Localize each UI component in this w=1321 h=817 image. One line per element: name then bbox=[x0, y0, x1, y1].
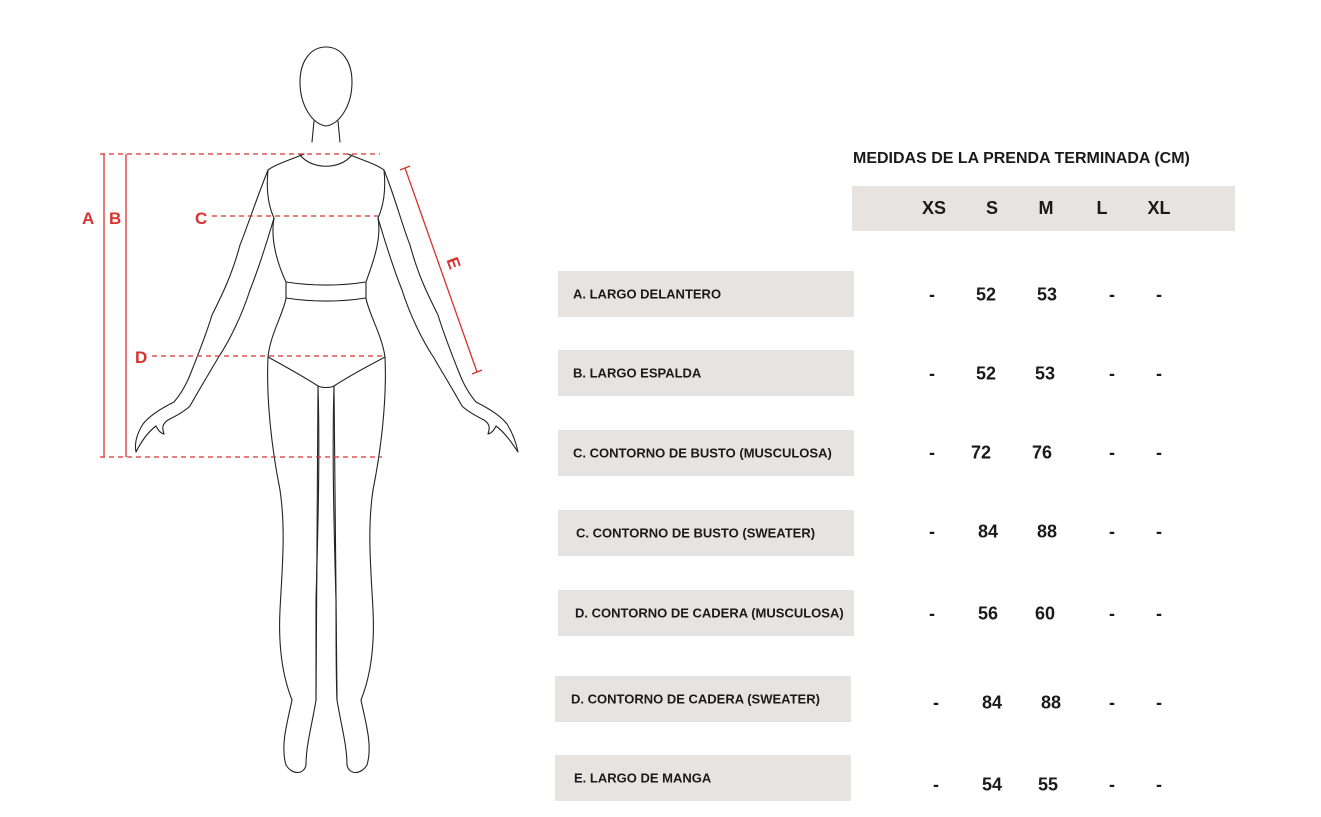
measurement-label: D. CONTORNO DE CADERA (SWEATER) bbox=[571, 691, 820, 707]
figure-label-a: A bbox=[82, 209, 95, 228]
value-cell: - bbox=[929, 442, 935, 463]
figure-neckline bbox=[300, 155, 352, 166]
figure-label-c: C bbox=[195, 209, 208, 228]
figure-briefs bbox=[268, 357, 385, 388]
value-cell: 60 bbox=[1034, 603, 1056, 624]
figure-right-leg bbox=[334, 357, 385, 773]
table-row-label bbox=[558, 271, 854, 317]
measurement-label: B. LARGO ESPALDA bbox=[573, 365, 702, 381]
size-header-s: S bbox=[985, 198, 999, 218]
size-header-l: L bbox=[1096, 198, 1108, 218]
figure-inner-legs bbox=[316, 386, 337, 700]
figure-left-leg bbox=[268, 357, 318, 773]
measurement-label: A. LARGO DELANTERO bbox=[573, 286, 722, 302]
size-header-xs: XS bbox=[921, 198, 947, 218]
figure-head bbox=[300, 47, 352, 126]
body-measurement-figure bbox=[0, 0, 560, 817]
table-row-label bbox=[558, 590, 854, 636]
value-cell: 56 bbox=[977, 603, 999, 624]
figure-label-d: D bbox=[135, 348, 148, 367]
value-cell: 53 bbox=[1034, 363, 1056, 384]
value-cell: - bbox=[1156, 603, 1162, 624]
size-header-m: M bbox=[1038, 198, 1054, 218]
size-header-xl: XL bbox=[1147, 198, 1171, 218]
value-cell: - bbox=[1109, 603, 1115, 624]
measurement-label: C. CONTORNO DE BUSTO (SWEATER) bbox=[576, 525, 816, 541]
value-cell: 54 bbox=[981, 774, 1003, 795]
measurement-label: D. CONTORNO DE CADERA (MUSCULOSA) bbox=[575, 605, 844, 621]
value-cell: 84 bbox=[977, 521, 999, 542]
figure-label-b: B bbox=[109, 209, 122, 228]
value-cell: - bbox=[929, 363, 935, 384]
table-row-label bbox=[555, 676, 851, 722]
table-row-label bbox=[555, 755, 851, 801]
measurement-label: E. LARGO DE MANGA bbox=[574, 770, 712, 786]
measurement-label: C. CONTORNO DE BUSTO (MUSCULOSA) bbox=[573, 445, 832, 461]
figure-torso-outline bbox=[267, 154, 385, 357]
value-cell: - bbox=[1156, 284, 1162, 305]
value-cell: - bbox=[1109, 774, 1115, 795]
figure-waistband bbox=[286, 282, 366, 301]
table-title: MEDIDAS DE LA PRENDA TERMINADA (CM) bbox=[853, 150, 1190, 167]
value-cell: - bbox=[1156, 692, 1162, 713]
size-header bbox=[852, 186, 1235, 231]
value-cell: 76 bbox=[1031, 442, 1053, 463]
value-cell: - bbox=[933, 774, 939, 795]
value-cell: - bbox=[1109, 442, 1115, 463]
value-cell: 53 bbox=[1036, 284, 1058, 305]
figure-neck bbox=[312, 121, 340, 142]
value-cell: 84 bbox=[981, 692, 1003, 713]
value-cell: - bbox=[1109, 692, 1115, 713]
value-cell: - bbox=[1156, 363, 1162, 384]
value-cell: - bbox=[1109, 284, 1115, 305]
value-cell: - bbox=[1109, 363, 1115, 384]
value-cell: 55 bbox=[1037, 774, 1059, 795]
table-row-label bbox=[558, 510, 854, 556]
value-cell: 52 bbox=[975, 363, 997, 384]
value-cell: - bbox=[1156, 774, 1162, 795]
value-cell: - bbox=[929, 603, 935, 624]
value-cell: - bbox=[933, 692, 939, 713]
value-cell: - bbox=[929, 521, 935, 542]
table-row-label bbox=[558, 350, 854, 396]
value-cell: 52 bbox=[975, 284, 997, 305]
value-cell: 72 bbox=[970, 442, 992, 463]
guide-e-diagonal bbox=[405, 168, 477, 372]
table-row-label bbox=[558, 430, 854, 476]
value-cell: 88 bbox=[1036, 521, 1058, 542]
value-cell: 88 bbox=[1040, 692, 1062, 713]
figure-label-e: E bbox=[442, 254, 465, 272]
value-cell: - bbox=[1156, 521, 1162, 542]
figure-right-arm bbox=[378, 170, 518, 452]
value-cell: - bbox=[1109, 521, 1115, 542]
value-cell: - bbox=[1156, 442, 1162, 463]
value-cell: - bbox=[929, 284, 935, 305]
